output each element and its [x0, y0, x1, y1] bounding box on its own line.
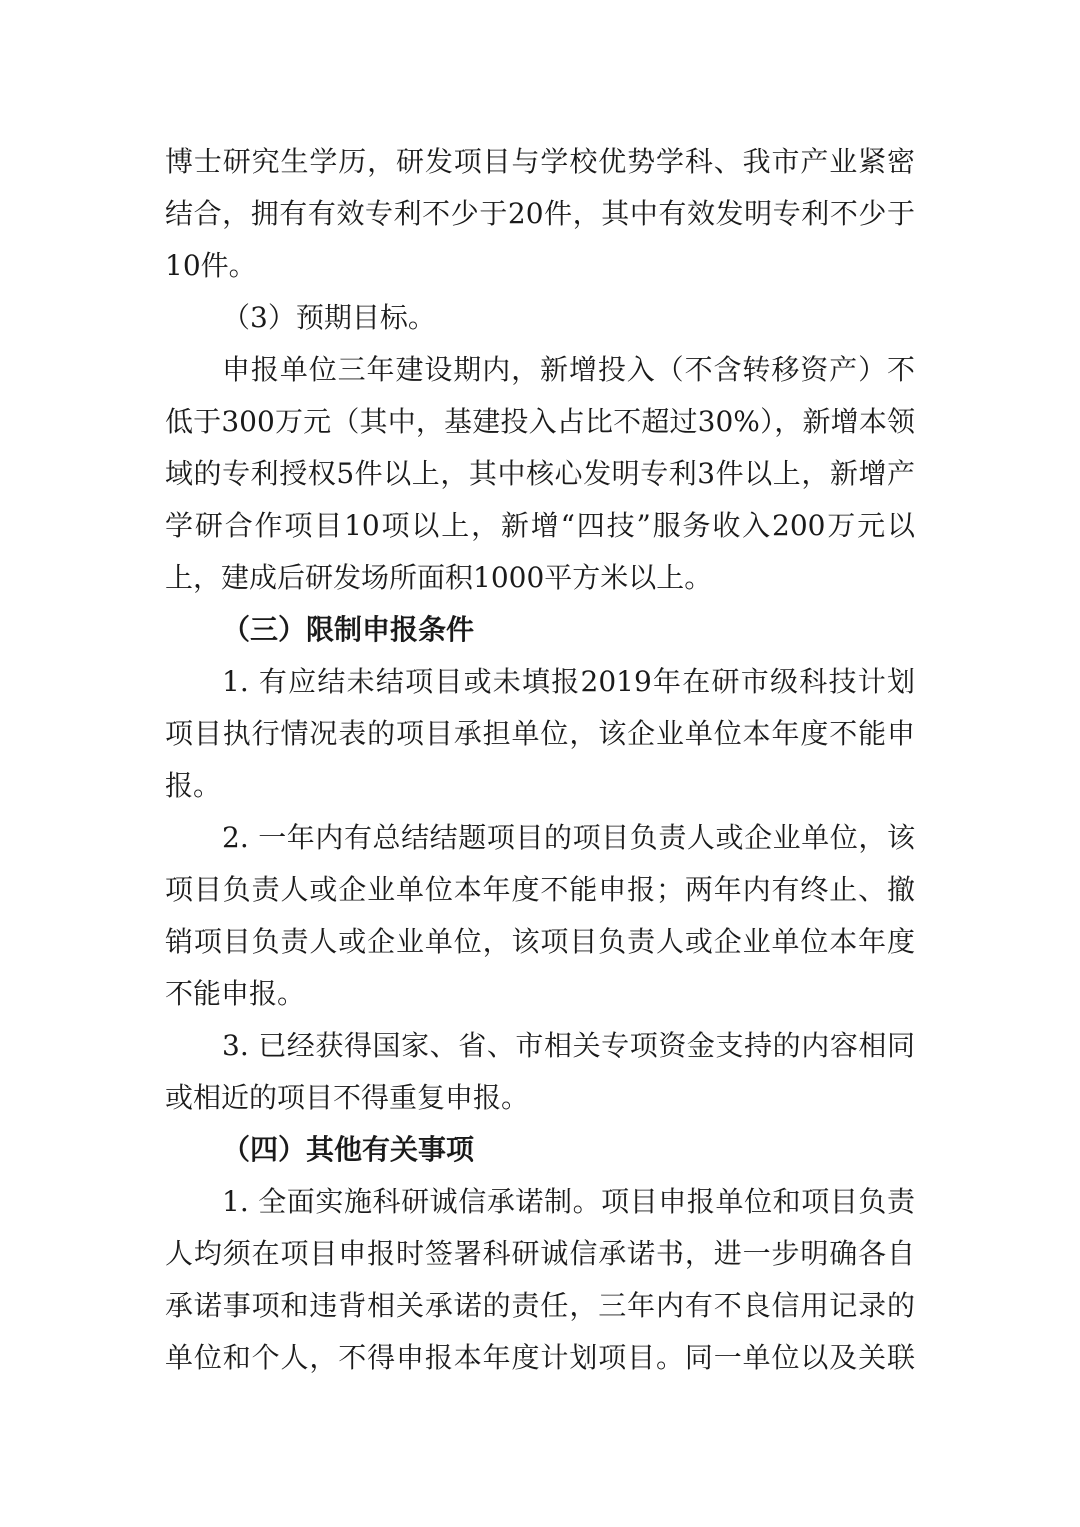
paragraph-line: 博士研究生学历，研发项目与学校优势学科、我市产业紧密 — [165, 145, 915, 178]
paragraph-line: 1. 全面实施科研诚信承诺制。项目申报单位和项目负责 — [222, 1185, 915, 1218]
paragraph-line: 项目执行情况表的项目承担单位，该企业单位本年度不能申 — [165, 717, 915, 750]
paragraph-line: 1. 有应结未结项目或未填报2019年在研市级科技计划 — [222, 665, 915, 698]
paragraph-line: 低于300万元（其中，基建投入占比不超过30%），新增本领 — [165, 405, 915, 438]
subsection-heading: （3）预期目标。 — [222, 301, 436, 334]
paragraph-line: 或相近的项目不得重复申报。 — [165, 1081, 530, 1114]
paragraph-line: 结合，拥有有效专利不少于20件，其中有效发明专利不少于 — [165, 197, 915, 230]
paragraph-line: 3. 已经获得国家、省、市相关专项资金支持的内容相同 — [222, 1029, 915, 1062]
paragraph-line: 销项目负责人或企业单位，该项目负责人或企业单位本年度 — [165, 925, 915, 958]
paragraph-line: 申报单位三年建设期内，新增投入（不含转移资产）不 — [222, 353, 915, 386]
paragraph-line: 2. 一年内有总结结题项目的项目负责人或企业单位，该 — [222, 821, 915, 854]
paragraph-line: 不能申报。 — [165, 977, 306, 1010]
paragraph-line: 上，建成后研发场所面积1000平方米以上。 — [165, 561, 713, 594]
paragraph-line: 学研合作项目10项以上，新增“四技”服务收入200万元以 — [165, 509, 915, 542]
paragraph-line: 人均须在项目申报时签署科研诚信承诺书，进一步明确各自 — [165, 1237, 915, 1270]
paragraph-line: 承诺事项和违背相关承诺的责任，三年内有不良信用记录的 — [165, 1289, 915, 1322]
paragraph-line: 项目负责人或企业单位本年度不能申报；两年内有终止、撤 — [165, 873, 915, 906]
paragraph-line: 单位和个人，不得申报本年度计划项目。同一单位以及关联 — [165, 1341, 915, 1374]
paragraph-line: 10件。 — [165, 249, 257, 282]
paragraph-line: 域的专利授权5件以上，其中核心发明专利3件以上，新增产 — [165, 457, 915, 490]
section-heading: （三）限制申报条件 — [222, 613, 475, 646]
section-heading: （四）其他有关事项 — [222, 1133, 475, 1166]
paragraph-line: 报。 — [165, 769, 222, 802]
